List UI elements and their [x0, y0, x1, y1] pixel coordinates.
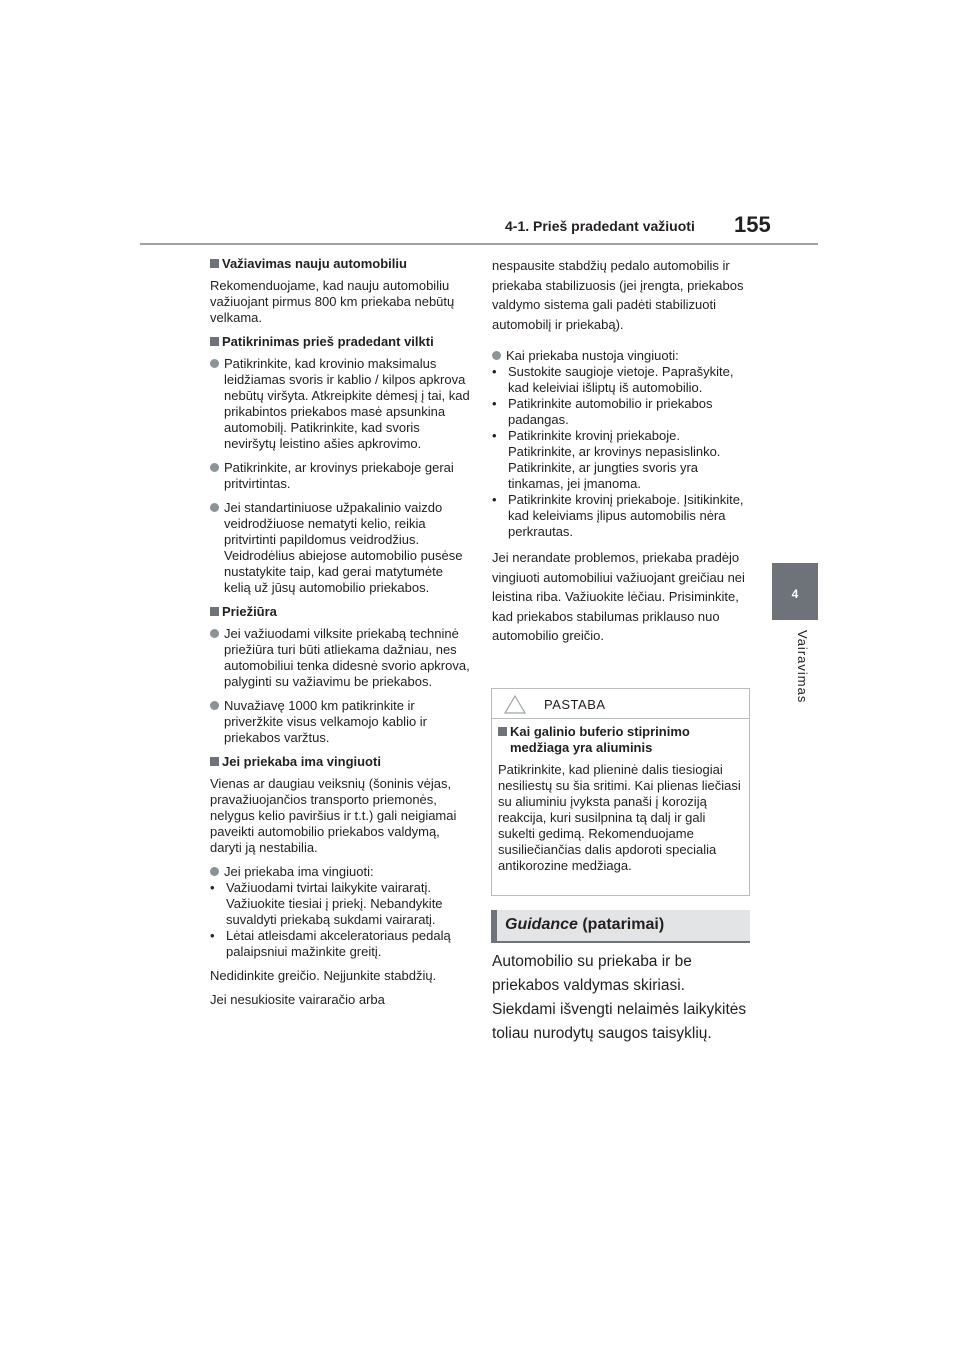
- paragraph: Rekomenduojame, kad nauju automobiliu važiuojant pirmus 800 km priekaba nebūtų velkama.: [210, 278, 455, 325]
- guidance-text: Automobilio su priekaba ir be priekabos valdymas skiriasi. Siekdami išvengti nelaimės laikykitės toliau nurodytų saugos taisyklių.: [492, 953, 747, 1042]
- paragraph: Jei nerandate problemos, priekaba pradėjo vingiuoti automobiliui važiuojant greičiau nei leistina riba. Važiuokite lėčiau. Prisiminkite, kad priekabos stabilumas priklauso nuo automobilio greičio.: [492, 550, 745, 643]
- subheading-maintenance: Priežiūra: [210, 604, 470, 620]
- guidance-title: [505, 916, 664, 934]
- bullet-item: Jei standartiniuose užpakalinio vaizdo veidrodžiuose nematyti kelio, reikia pritvirtinti papildomus veidrodžius. Veidrodėlius abiejose automobilio pusėse nustatykite taip, kad gerai matytumėte kelią už jūsų automobilio priekabos.: [210, 500, 470, 596]
- guidance-header: [491, 910, 750, 943]
- bullet-item: Nuvažiavę 1000 km patikrinkite ir priveržkite visus velkamojo kablio ir priekabos varžtus.: [210, 698, 470, 746]
- chapter-label: Vairavimas: [795, 630, 810, 704]
- subheading-sway: Jei priekaba ima vingiuoti: [210, 754, 470, 770]
- dash-item: • Patikrinkite automobilio ir priekabos padangas.: [492, 396, 750, 428]
- bullet-item: Patikrinkite, kad krovinio maksimalus leidžiamas svoris ir kablio / kilpos apkrova nebūtų viršyta. Atkreipkite dėmesį į tai, kad prikabintos priekabos masė apsunkina automobilį. Patikrinkite, kad svoris neviršytų leistino ašies apkrovimo.: [210, 356, 470, 452]
- paragraph: Jei nesukiosite vairaračio arba: [210, 992, 385, 1007]
- guidance-title-italic: Guidance: [505, 916, 578, 933]
- guidance-bar: [491, 910, 497, 941]
- right-column: [492, 256, 750, 654]
- dash-item: • Patikrinkite krovinį priekaboje. Įsitikinkite, kad keleiviams įlipus automobilis nėra perkrautas.: [492, 492, 750, 540]
- warning-icon: [504, 695, 526, 714]
- dash-item: • Važiuodami tvirtai laikykite vairaratį. Važiuokite tiesiai į priekį. Nebandykite suvaldyti priekabą sukdami vairaratį.: [210, 880, 470, 928]
- page-number: 155: [734, 212, 771, 237]
- bullet-item: Kai priekaba nustoja vingiuoti:: [492, 348, 750, 364]
- bullet-item: Jei priekaba ima vingiuoti:: [210, 864, 470, 880]
- dash-item: • Sustokite saugioje vietoje. Paprašykite, kad keleiviai išliptų iš automobilio.: [492, 364, 750, 396]
- paragraph: Vienas ar daugiau veiksnių (šoninis vėjas, pravažiuojančios transporto priemonės, nelygus kelio paviršius ir t.t.) gali neigiamai paveikti automobilio priekabos valdymą, daryti ją nestabilia.: [210, 776, 457, 855]
- bullet-item: Jei važiuodami vilksite priekabą techninė priežiūra turi būti atliekama dažniau, nes automobiliui tenka didesnė svorio apkrova, palyginti su važiavimu be priekabos.: [210, 626, 470, 690]
- notice-header: [492, 689, 749, 719]
- paragraph: nespausite stabdžių pedalo automobilis ir priekaba stabilizuosis (jei įrengta, priekabos valdymo sistema gali padėti stabilizuoti automobilį ir priekabą).: [492, 258, 744, 332]
- subheading-new-vehicle: Važiavimas nauju automobiliu: [210, 256, 470, 272]
- dash-item: • Lėtai atleisdami akceleratoriaus pedalą palaipsniui mažinkite greitį.: [210, 928, 470, 960]
- header-divider: [140, 243, 818, 245]
- chapter-tab: 4: [772, 563, 818, 620]
- left-column: [210, 256, 470, 1016]
- notice-heading: Kai galinio buferio stiprinimo medžiaga yra aliuminis: [498, 724, 742, 756]
- bullet-item: Patikrinkite, ar krovinys priekaboje gerai pritvirtintas.: [210, 460, 470, 492]
- notice-text: Patikrinkite, kad plieninė dalis tiesiogiai nesiliestų su šia sritimi. Kai plienas liečiasi su aliuminiu įvyksta panaši į koroziją reakcija, kuri susilpnina tą dalį ir gali sukelti gedimą. Rekomenduojame susiliečiančias dalis apdoroti specialia antikorozine medžiaga.: [498, 762, 741, 873]
- guidance-title-rest: (patarimai): [577, 916, 665, 933]
- section-title: 4-1. Prieš pradedant važiuoti: [505, 218, 695, 234]
- notice-box: [491, 688, 750, 896]
- paragraph: Nedidinkite greičio. Neįjunkite stabdžių.: [210, 968, 437, 983]
- subheading-check: Patikrinimas prieš pradedant vilkti: [210, 334, 470, 350]
- notice-title: PASTABA: [544, 697, 606, 712]
- dash-item: • Patikrinkite krovinį priekaboje. Patikrinkite, ar krovinys nepasislinko. Patikrinkite, ar jungties svoris yra tinkamas, jei įmanoma.: [492, 428, 750, 492]
